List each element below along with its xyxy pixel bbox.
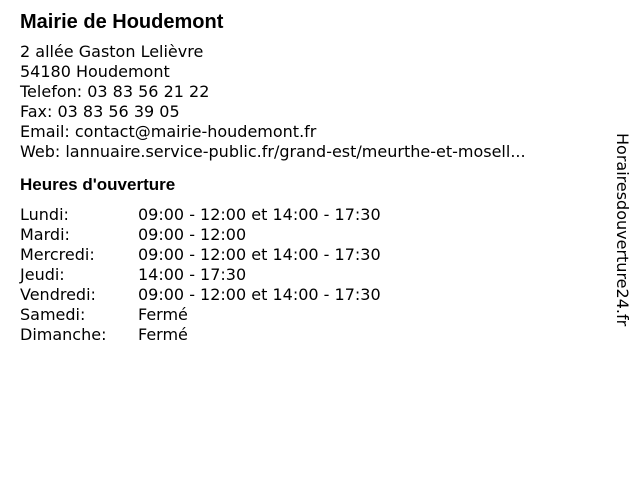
street-address: 2 allée Gaston Lelièvre [20, 42, 204, 61]
hours-row-lundi [20, 205, 610, 225]
opening-hours-heading: Heures d'ouverture [20, 175, 176, 194]
hours-row-mardi [20, 225, 610, 245]
hours-time: 14:00 - 17:30 [138, 265, 247, 284]
address-block [20, 42, 610, 162]
hours-row-samedi [20, 305, 610, 325]
hours-day: Dimanche: [20, 325, 107, 344]
page-title: Mairie de Houdemont [20, 11, 224, 33]
email-line: Email: contact@mairie-houdemont.fr [20, 122, 317, 141]
hours-row-mercredi [20, 245, 610, 265]
hours-time: 09:00 - 12:00 et 14:00 - 17:30 [138, 205, 381, 224]
hours-time: 09:00 - 12:00 [138, 225, 247, 244]
site-watermark-text: Horairesdouverture24.fr [613, 133, 632, 327]
hours-day: Lundi: [20, 205, 69, 224]
hours-day: Mardi: [20, 225, 70, 244]
hours-time: 09:00 - 12:00 et 14:00 - 17:30 [138, 245, 381, 264]
hours-row-jeudi [20, 265, 610, 285]
business-card [20, 10, 610, 345]
phone-line: Telefon: 03 83 56 21 22 [20, 82, 210, 101]
hours-time: Fermé [138, 305, 188, 324]
city-line: 54180 Houdemont [20, 62, 170, 81]
hours-row-dimanche [20, 325, 610, 345]
fax-line: Fax: 03 83 56 39 05 [20, 102, 180, 121]
hours-day: Vendredi: [20, 285, 96, 304]
hours-day: Samedi: [20, 305, 86, 324]
hours-day: Mercredi: [20, 245, 95, 264]
hours-time: 09:00 - 12:00 et 14:00 - 17:30 [138, 285, 381, 304]
hours-day: Jeudi: [20, 265, 65, 284]
opening-hours-table [20, 205, 610, 345]
web-line: Web: lannuaire.service-public.fr/grand-est/meurthe-et-mosell... [20, 142, 526, 161]
hours-time: Fermé [138, 325, 188, 344]
hours-row-vendredi [20, 285, 610, 305]
